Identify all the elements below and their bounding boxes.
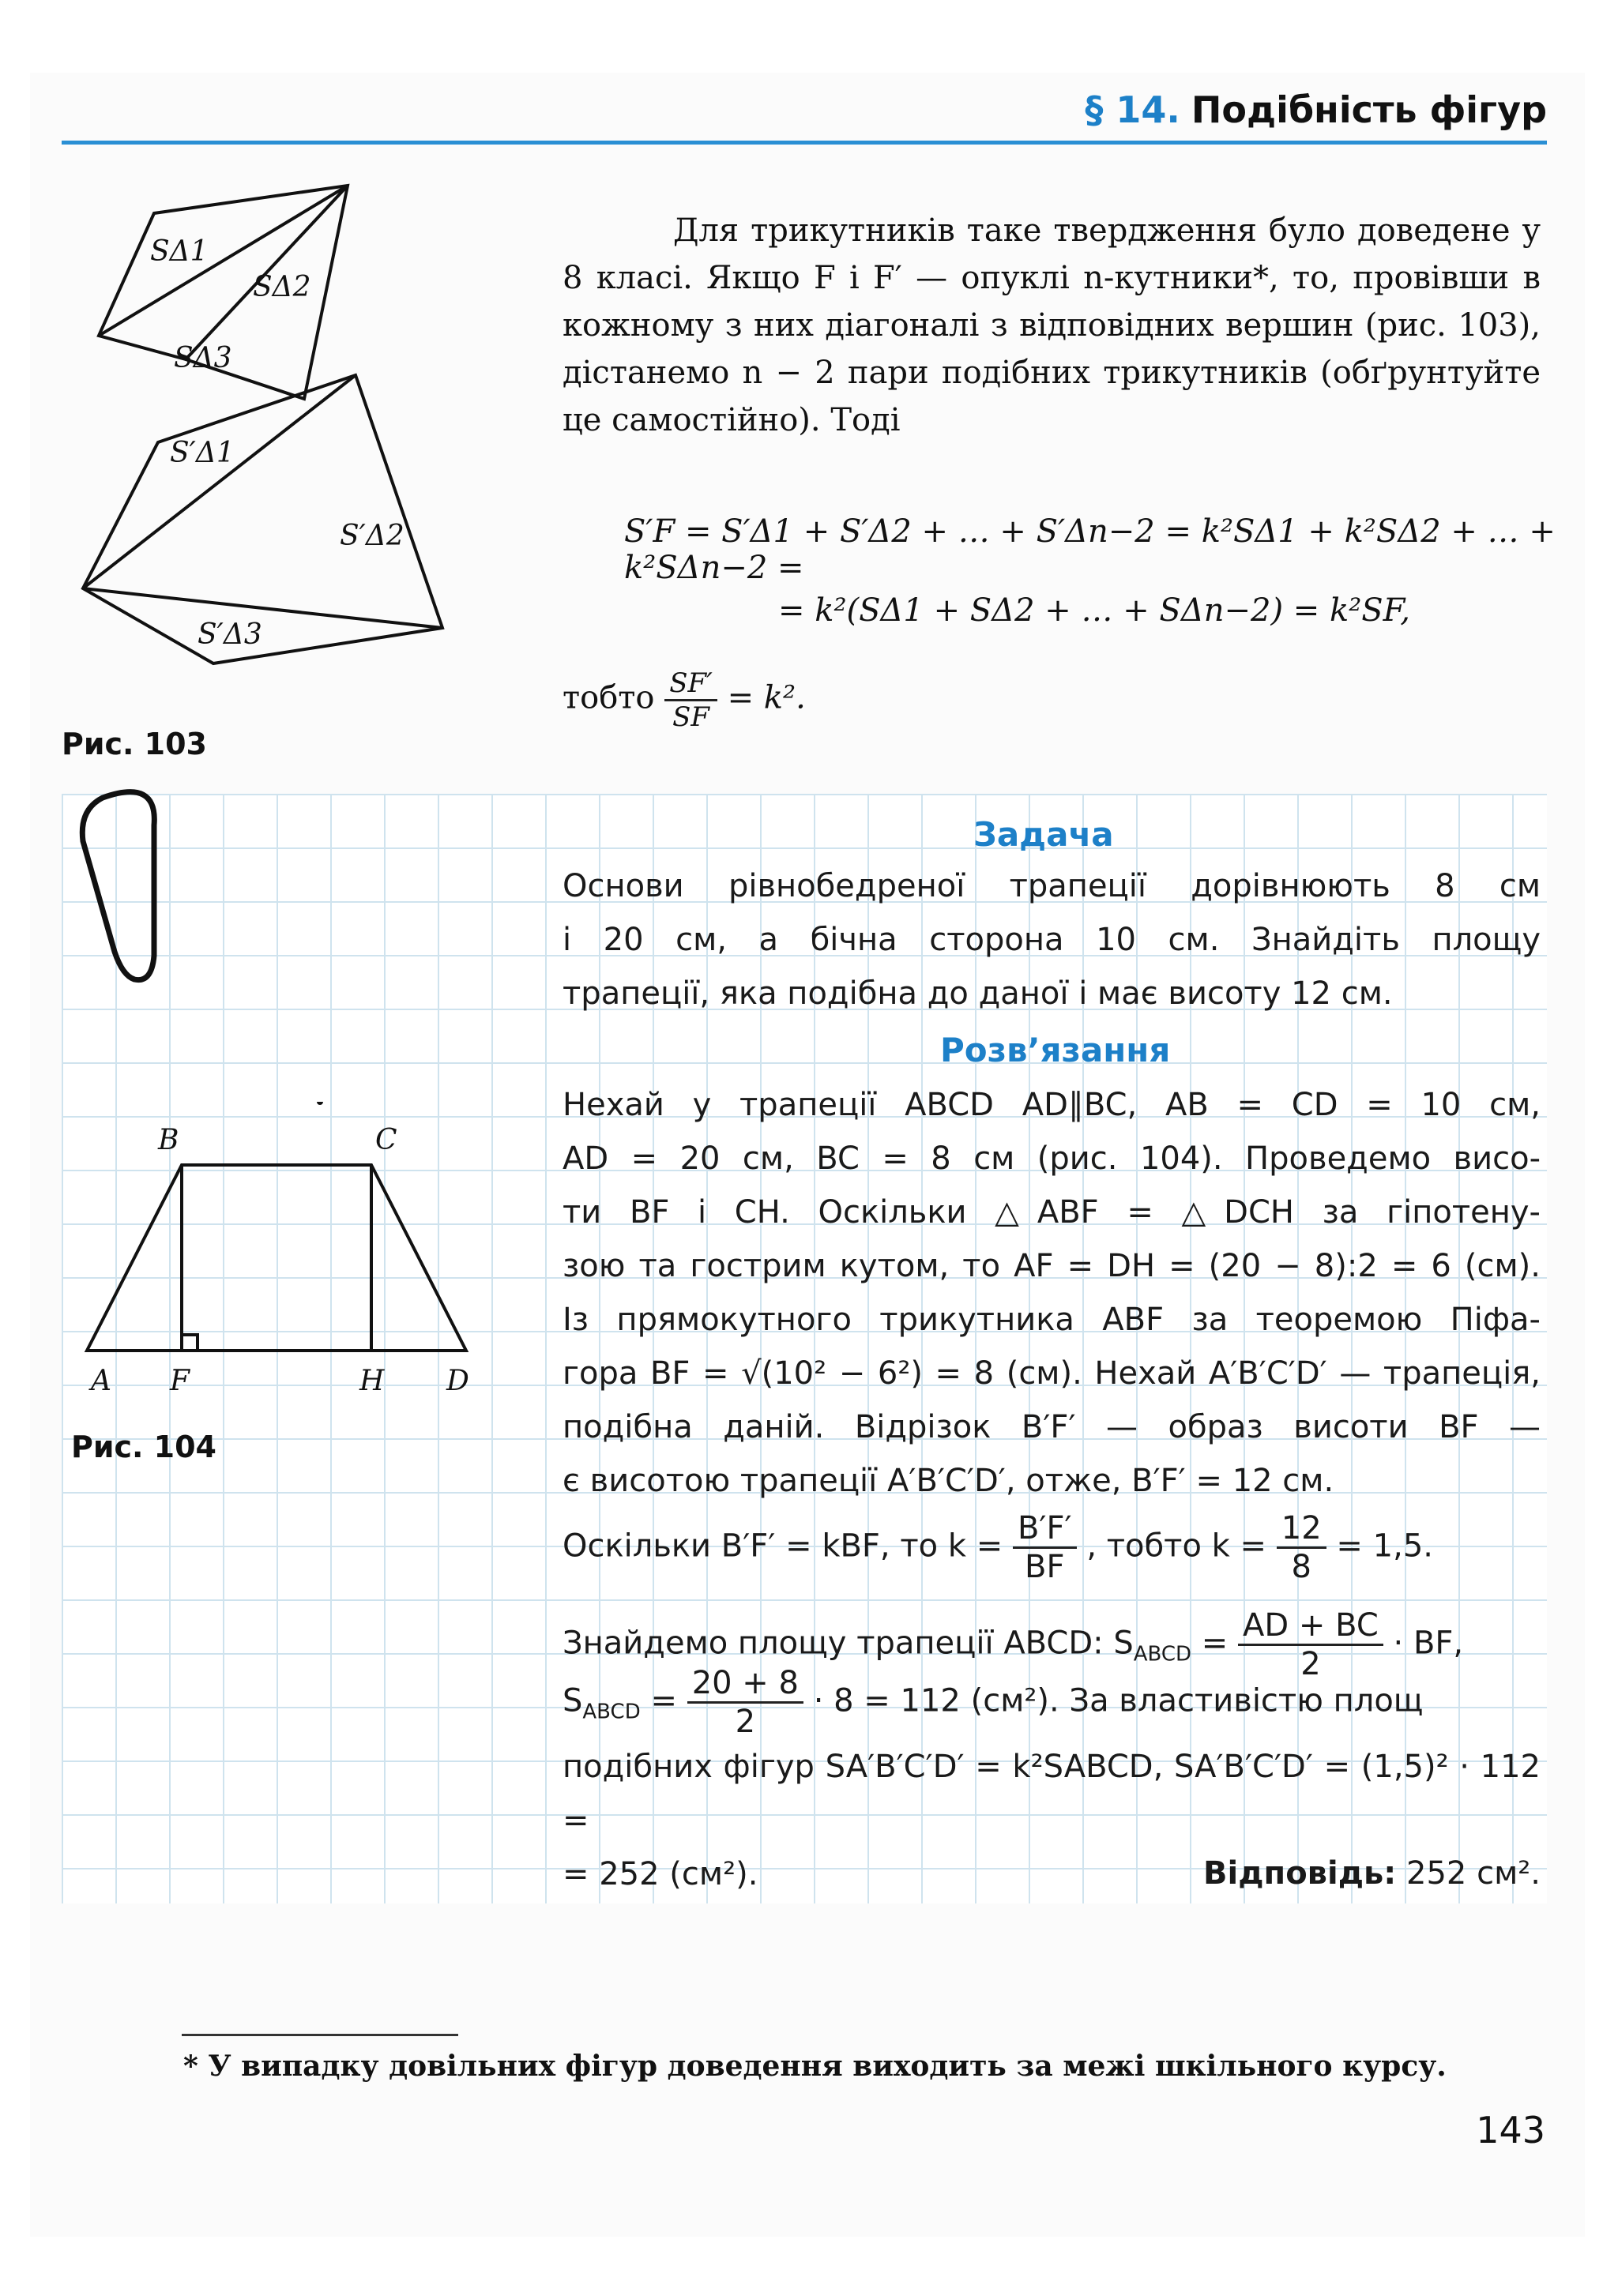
figure-104 <box>75 1102 502 1402</box>
vertex-a: A <box>91 1365 111 1397</box>
k-prefix: Оскільки B′F′ = kBF, то k = <box>563 1528 1003 1565</box>
k-fraction-1 <box>1013 1510 1077 1585</box>
calc-den: 2 <box>735 1704 756 1740</box>
figure-103 <box>75 178 502 683</box>
solution-line: подібна даній. Відрізок B′F′ — образ висоти BF — <box>563 1409 1541 1445</box>
task-text <box>563 859 1541 1020</box>
solution-line: AD = 20 см, BC = 8 см (рис. 104). Проведемо висо- <box>563 1140 1541 1177</box>
k-den-1: BF <box>1025 1549 1065 1585</box>
k-line <box>563 1510 1541 1585</box>
calc-sub: ABCD <box>582 1700 641 1724</box>
large-diagonal-1 <box>83 375 356 588</box>
section-title: Подібність фігур <box>1191 88 1547 131</box>
ratio-fraction <box>664 667 717 733</box>
area-eq: = <box>1201 1625 1229 1662</box>
area-calc-line <box>563 1665 1541 1740</box>
calc-num: 20 + 8 <box>687 1665 803 1704</box>
task-line: трапеції, яка подібна до даної і має висоту 12 см. <box>563 975 1393 1012</box>
page-number: 143 <box>1476 2109 1545 2151</box>
ratio-prefix: тобто <box>563 679 655 716</box>
area-num: AD + BC <box>1238 1607 1383 1646</box>
section-number: § 14. <box>1085 88 1180 131</box>
task-title: Задача <box>973 815 1114 854</box>
ratio-numerator: SF′ <box>664 667 717 701</box>
small-label-1: SΔ1 <box>150 235 209 268</box>
right-angle-mark <box>182 1335 198 1351</box>
k-num-2: 12 <box>1277 1510 1326 1549</box>
k-result: = 1,5. <box>1336 1528 1433 1565</box>
intro-paragraph: Для трикутників таке твердження було доведене у 8 класі. Якщо F і F′ — опуклі n-кутники*, то, провівши в кожному з них діагоналі з відповідних вершин (рис. 103), дістанемо n − 2 пари подібних трикутників (обґрунтуйте це самостійно). Тоді <box>563 212 1541 438</box>
formula-line-2: = k²(SΔ1 + SΔ2 + … + SΔn−2) = k²SF, <box>778 592 1410 629</box>
vertex-c: C <box>375 1124 397 1156</box>
solution-line: є висотою трапеції A′B′C′D′, отже, B′F′ = 12 см. <box>563 1463 1334 1499</box>
solution-text <box>563 1078 1541 1508</box>
solution-line: Із прямокутного трикутника ABF за теоремою Піфа- <box>563 1302 1541 1338</box>
solution-title: Розв’язання <box>940 1031 1171 1069</box>
formula-line-1: S′F = S′Δ1 + S′Δ2 + … + S′Δn−2 = k²SΔ1 + k²SΔ2 + … + k²SΔn−2 = <box>624 513 1556 586</box>
figure-103-caption: Рис. 103 <box>62 727 207 761</box>
k-fraction-2 <box>1277 1510 1326 1585</box>
calc-prefix: S <box>563 1682 583 1719</box>
answer <box>1203 1847 1541 1900</box>
task-line: Основи рівнобедреної трапеції дорівнюють 8 см <box>563 868 1541 904</box>
ratio-conclusion <box>563 667 806 733</box>
vertex-f: F <box>170 1365 190 1397</box>
small-diagonal-1 <box>99 186 348 336</box>
trapezoid-abcd <box>87 1165 466 1351</box>
small-label-3: SΔ3 <box>174 342 232 374</box>
solution-line: ти BF і CH. Оскільки △ABF = △DCH за гіпотену- <box>563 1194 1541 1231</box>
area-prefix: Знайдемо площу трапеції ABCD: S <box>563 1625 1134 1662</box>
calc-fraction <box>687 1665 803 1740</box>
area-suffix: · BF, <box>1393 1625 1464 1662</box>
large-label-3: S′Δ3 <box>198 618 262 651</box>
vertex-d: D <box>446 1365 469 1397</box>
area-den: 2 <box>1300 1646 1321 1682</box>
page-header <box>1085 88 1547 131</box>
vertex-b: B <box>158 1124 179 1156</box>
calc-eq: = <box>650 1682 677 1719</box>
similar-line: подібних фігур SA′B′C′D′ = k²SABCD, SA′B′C′D′ = (1,5)² · 112 = <box>563 1749 1541 1839</box>
ratio-rhs: = k². <box>727 679 806 716</box>
stray-dot <box>317 1102 323 1105</box>
vertex-h: H <box>359 1365 385 1397</box>
task-line: і 20 см, а бічна сторона 10 см. Знайдіть площу <box>563 922 1541 958</box>
small-label-2: SΔ2 <box>253 271 311 303</box>
header-rule <box>62 141 1547 145</box>
solution-line: гора BF = √(10² − 6²) = 8 (см). Нехай A′B′C′D′ — трапеція, <box>563 1355 1541 1392</box>
large-diagonal-2 <box>83 588 442 628</box>
ratio-denominator: SF <box>672 701 709 733</box>
footnote-rule <box>182 2034 458 2036</box>
solution-line: Нехай у трапеції ABCD AD∥BC, AB = CD = 10 см, <box>563 1087 1541 1123</box>
large-label-2: S′Δ2 <box>340 520 404 552</box>
final-line: = 252 (см²). <box>563 1856 758 1892</box>
solution-line: зою та гострим кутом, то AF = DH = (20 − 8):2 = 6 (см). <box>563 1248 1541 1284</box>
k-den-2: 8 <box>1291 1549 1311 1585</box>
calc-suffix: · 8 = 112 (см²). За властивістю площ <box>813 1682 1424 1719</box>
footnote: * У випадку довільних фігур доведення виходить за межі шкільного курсу. <box>183 2050 1447 2083</box>
answer-value: 252 см². <box>1406 1855 1541 1892</box>
paperclip-icon <box>79 778 174 991</box>
k-mid: , тобто k = <box>1086 1528 1267 1565</box>
k-num-1: B′F′ <box>1013 1510 1077 1549</box>
answer-label: Відповідь: <box>1203 1855 1397 1892</box>
area-sub: ABCD <box>1133 1642 1192 1667</box>
figure-104-caption: Рис. 104 <box>71 1430 216 1464</box>
large-label-1: S′Δ1 <box>170 437 235 469</box>
